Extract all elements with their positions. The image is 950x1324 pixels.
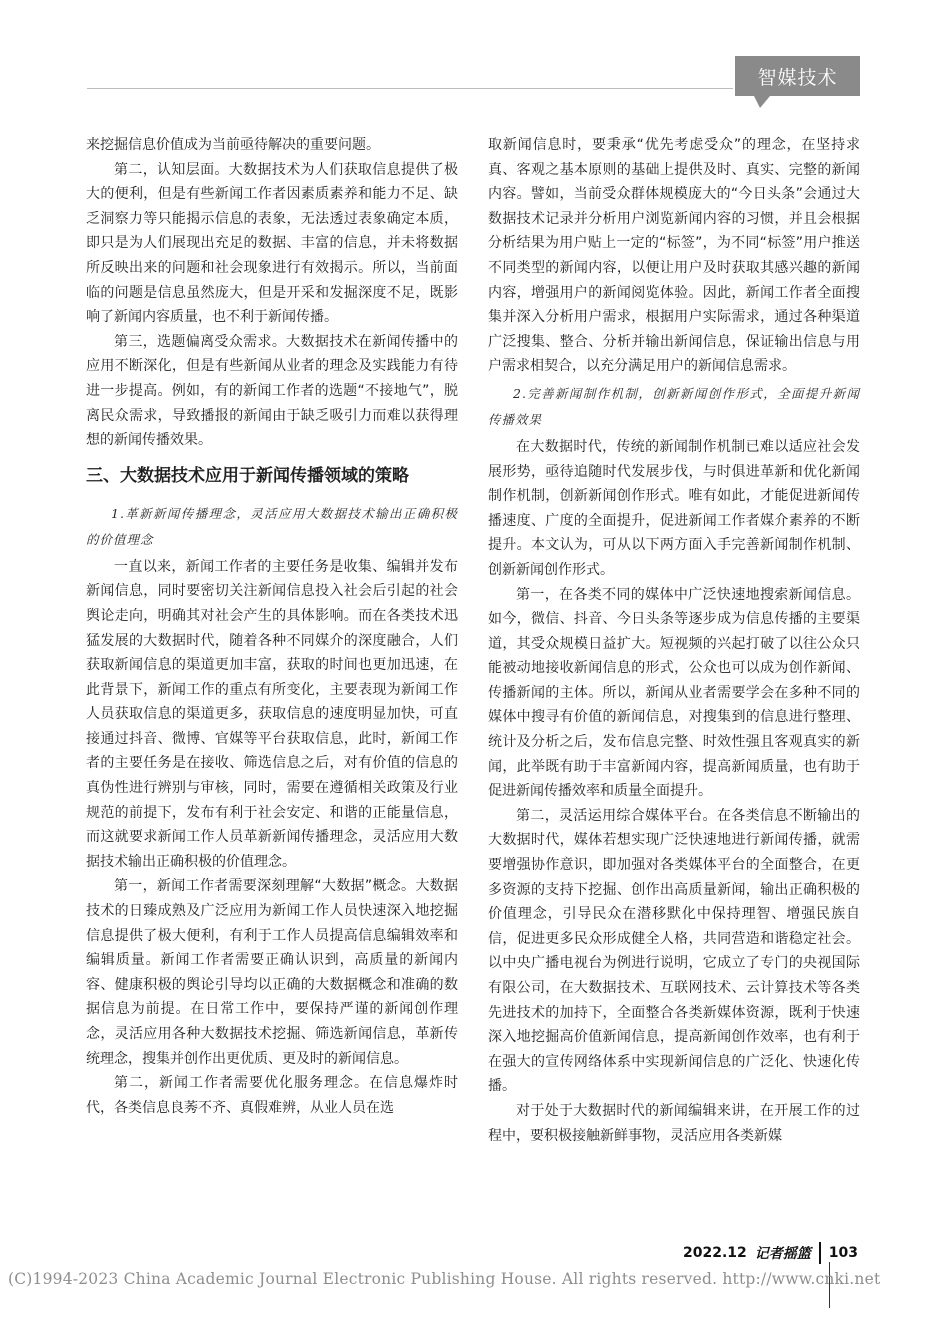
paragraph: 第二，认知层面。大数据技术为人们获取信息提供了极大的便利，但是有些新闻工作者因素质素养和能力不足、缺乏洞察力等只能揭示信息的表象，无法透过表象确定本质，即只是为人们展现出充足的数据、丰富的信息，并未将数据所反映出来的问题和社会现象进行有效揭示。所以，当前面临的问题是信息虽然庞大，但是开采和发掘深度不足，既影响了新闻内容质量，也不利于新闻传播。 [86, 161, 458, 326]
page-number: 103 [828, 1245, 858, 1261]
paragraph: 第二，新闻工作者需要优化服务理念。在信息爆炸时代，各类信息良莠不齐、真假难辨，从业人员在选 [86, 1075, 458, 1116]
header-rule [87, 88, 733, 89]
paragraph: 第二，灵活运用综合媒体平台。在各类信息不断输出的大数据时代，媒体若想实现广泛快速地进行新闻传播，就需要增强协作意识，即加强对各类媒体平台的全面整合，在更多资源的支持下挖掘、创作出高质量新闻，输出正确积极的价值理念，引导民众在潜移默化中保持理智、增强民族自信，促进更多民众形成健全人格，共同营造和谐稳定社会。以中央广播电视台为例进行说明，它成立了专门的央视国际有限公司，在大数据技术、互联网技术、云计算技术等各类先进技术的加持下，全面整合各类新媒体资源，既利于快速深入地挖掘高价值新闻信息，提高新闻创作效率，也有利于在强大的宣传网络体系中实现新闻信息的广泛化、快速化传播。 [488, 807, 860, 1095]
paragraph: 来挖掘信息价值成为当前亟待解决的重要问题。 [86, 137, 380, 153]
right-column [488, 133, 860, 1148]
section-banner [735, 56, 860, 96]
paragraph: 在大数据时代，传统的新闻制作机制已难以适应社会发展形势，亟待追随时代发展步伐，与时俱进革新和优化新闻制作机制，创新新闻创作形式。唯有如此，才能促进新闻传播速度、广度的全面提升，促进新闻工作者媒介素养的不断提升。本文认为，可从以下两方面入手完善新闻制作机制、创新新闻创作形式。 [488, 438, 860, 578]
footer-divider [819, 1242, 821, 1264]
left-column [86, 133, 458, 1120]
page-footer [683, 1242, 858, 1264]
paragraph: 对于处于大数据时代的新闻编辑来讲，在开展工作的过程中，要积极接触新鲜事物，灵活应用各类新媒 [488, 1102, 860, 1144]
issue-date: 2022.12 [683, 1245, 747, 1261]
subsection-heading: 2.完善新闻制作机制，创新新闻创作形式，全面提升新闻传播效果 [488, 385, 860, 427]
paragraph: 第一，在各类不同的媒体中广泛快速地搜索新闻信息。如今，微信、抖音、今日头条等逐步成为信息传播的主要渠道，其受众规模日益扩大。短视频的兴起打破了以往公众只能被动地接收新闻信息的形式，公众也可以成为创作新闻、传播新闻的主体。所以，新闻从业者需要学会在多种不同的媒体中搜寻有价值的新闻信息，对搜集到的信息进行整理、统计及分析之后，发布信息完整、时效性强且客观真实的新闻，此举既有助于丰富新闻内容，提高新闻质量，也有助于促进新闻传播效率和质量全面提升。 [488, 586, 860, 800]
paragraph: 第三，选题偏离受众需求。大数据技术在新闻传播中的应用不断深化，但是有些新闻从业者的理念及实践能力有待进一步提高。例如，有的新闻工作者的选题“不接地气”，脱离民众需求，导致播报的新闻由于缺乏吸引力而难以获得理想的新闻传播效果。 [86, 333, 458, 449]
magazine-name: 记者摇篮 [754, 1246, 811, 1262]
section-label: 智媒技术 [757, 66, 838, 89]
paragraph: 第一，新闻工作者需要深刻理解“大数据”概念。大数据技术的日臻成熟及广泛应用为新闻工作人员快速深入地挖掘信息提供了极大便利，有利于工作人员提高信息编辑效率和编辑质量。新闻工作者需要正确认识到，高质量的新闻内容、健康积极的舆论引导均以正确的大数据概念和准确的数据信息为前提。在日常工作中，要保持严谨的新闻创作理念，灵活应用各种大数据技术挖掘、筛选新闻信息，革新传统理念，搜集并创作出更优质、更及时的新闻信息。 [86, 878, 458, 1067]
paragraph: 一直以来，新闻工作者的主要任务是收集、编辑并发布新闻信息，同时要密切关注新闻信息投入社会后引起的社会舆论走向，明确其对社会产生的具体影响。而在各类技术迅猛发展的大数据时代，随着各种不同媒介的深度融合，人们获取新闻信息的渠道更加丰富，获取的时间也更加迅速，在此背景下，新闻工作的重点有所变化，主要表现为新闻工作人员获取信息的渠道更多，获取信息的速度明显加快，可直接通过抖音、微博、官媒等平台获取信息，此时，新闻工作者的主要任务是在接收、筛选信息之后，对有价值的信息的真伪性进行辨别与审核，同时，需要在遵循相关政策及行业规范的前提下，发布有利于社会安定、和谐的正能量信息，而这就要求新闻工作人员革新新闻传播理念，灵活应用大数据技术输出正确积极的价值理念。 [86, 558, 458, 870]
copyright-watermark: (C)1994-2023 China Academic Journal Electronic Publishing House. All rights reserved. http://www.cnki.net [8, 1270, 881, 1288]
subsection-heading: 1.革新新闻传播理念，灵活应用大数据技术输出正确积极的价值理念 [86, 505, 458, 547]
paragraph: 取新闻信息时，要秉承“优先考虑受众”的理念，在坚持求真、客观之基本原则的基础上提供及时、真实、完整的新闻内容。譬如，当前受众群体规模庞大的“今日头条”会通过大数据技术记录并分析用户浏览新闻内容的习惯，并且会根据分析结果为用户贴上一定的“标签”，为不同“标签”用户推送不同类型的新闻内容，以便让用户及时获取其感兴趣的新闻内容，增强用户的新闻阅览体验。因此，新闻工作者全面搜集并深入分析用户需求，根据用户实际需求，通过各种渠道广泛搜集、整合、分析并输出新闻信息，保证输出信息与用户需求相契合，以充分满足用户的新闻信息需求。 [488, 137, 860, 375]
section-banner-tail [754, 96, 770, 108]
section-heading: 三、大数据技术应用于新闻传播领域的策略 [86, 465, 409, 486]
